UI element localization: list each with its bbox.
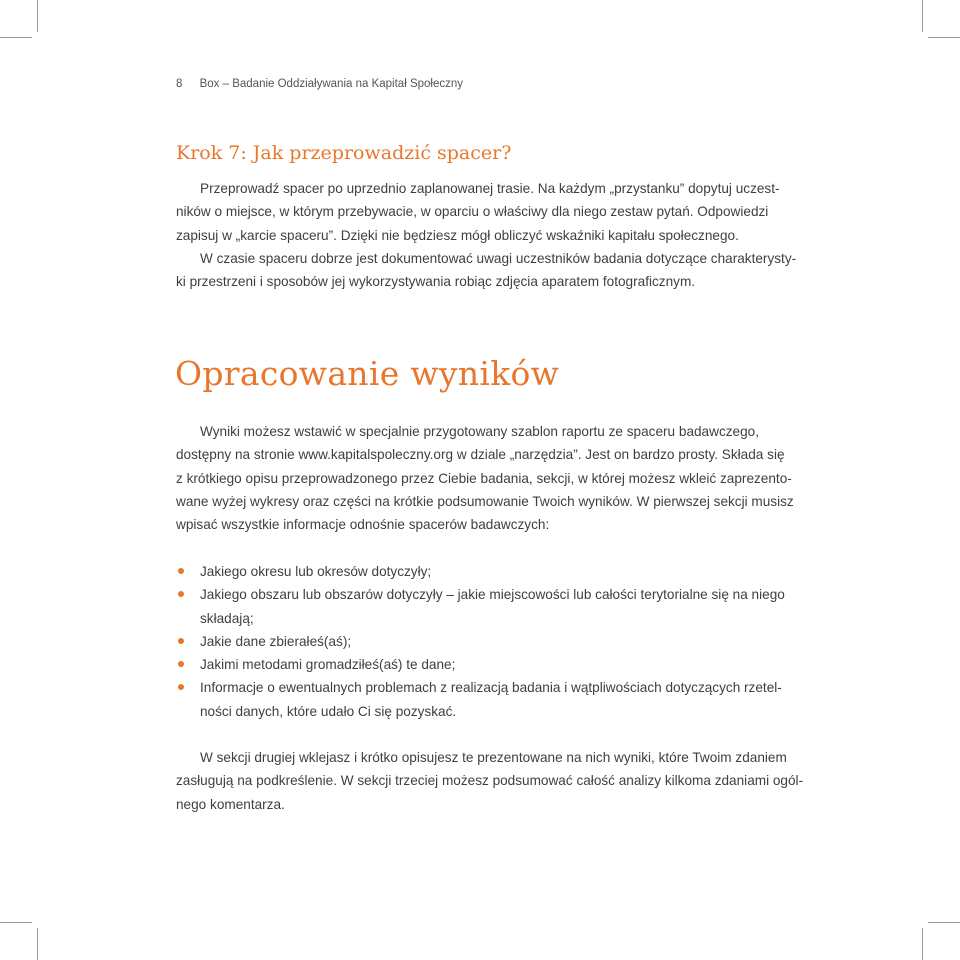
list-item xyxy=(176,560,816,583)
running-header xyxy=(176,78,463,90)
list-item-text: składają; xyxy=(200,610,254,626)
list-item xyxy=(176,676,816,723)
running-title: Box – Badanie Oddziaływania na Kapitał Społeczny xyxy=(199,78,463,90)
crop-mark-bottom-left xyxy=(37,928,38,960)
paragraph-line: ki przestrzeni i sposobów jej wykorzystywania robiąc zdjęcia aparatem fotograficznym. xyxy=(176,274,696,290)
list-item xyxy=(176,583,816,630)
list-item-text: Jakiego okresu lub okresów dotyczyły; xyxy=(200,564,432,579)
paragraph-line: Wyniki możesz wstawić w specjalnie przygotowany szablon raportu ze spaceru badawczego, xyxy=(200,424,759,439)
list-item-text: Informacje o ewentualnych problemach z realizacją badania i wątpliwościach dotyczących rzetel- xyxy=(200,680,782,696)
paragraph-text: w dziale „narzędzia”. Jest on bardzo prosty. Składa się xyxy=(453,447,785,463)
section-title-step-7: Krok 7: Jak przeprowadzić spacer? xyxy=(176,142,512,164)
list-item-text: ności danych, które udało Ci się pozyskać. xyxy=(200,703,457,719)
bullet-dot-icon xyxy=(178,661,184,667)
list-item xyxy=(176,653,816,676)
section-title-results: Opracowanie wyników xyxy=(175,354,560,393)
paragraph-line xyxy=(176,443,814,466)
paragraph-line: W sekcji drugiej wklejasz i krótko opisujesz te prezentowane na nich wyniki, które Twoim zdaniem xyxy=(200,750,787,765)
website-link[interactable]: www.kapitalspoleczny.org xyxy=(298,447,454,463)
bullet-dot-icon xyxy=(178,684,184,690)
paragraph-line: wane wyżej wykresy oraz części na krótkie podsumowanie Twoich wyników. W pierwszej sekcji musisz xyxy=(176,493,794,509)
paragraph-line: zapisuj w „karcie spaceru”. Dzięki nie będziesz mógł obliczyć wskaźniki kapitału społecznego. xyxy=(176,227,739,243)
paragraph-line: Przeprowadź spacer po uprzednio zaplanowanej trasie. Na każdym „przystanku” dopytuj uczest- xyxy=(200,181,780,196)
crop-mark-top-right xyxy=(922,0,923,32)
bullet-dot-icon xyxy=(178,638,184,644)
paragraph-line: nego komentarza. xyxy=(176,796,285,812)
paragraph-line: z krótkiego opisu przeprowadzonego przez Ciebie badania, sekcji, w której możesz wkleić zaprezento- xyxy=(176,470,792,486)
list-item xyxy=(176,630,816,653)
crop-mark-left-bottom xyxy=(0,922,32,923)
crop-mark-right-bottom xyxy=(928,922,960,923)
paragraph-text: dostępny na stronie xyxy=(176,447,299,463)
paragraph-line: zasługują na podkreślenie. W sekcji trzeciej możesz podsumować całość analizy kilkoma zdaniami ogól- xyxy=(176,773,804,789)
results-intro-paragraph xyxy=(176,420,814,536)
crop-mark-top-left xyxy=(37,0,38,32)
crop-mark-right-top xyxy=(928,37,960,38)
list-item-text: Jakie dane zbierałeś(aś); xyxy=(200,633,352,649)
bullet-dot-icon xyxy=(178,568,184,574)
list-item-text: Jakimi metodami gromadziłeś(aś) te dane; xyxy=(200,657,456,673)
closing-paragraph xyxy=(176,746,814,816)
paragraph-line: ników o miejsce, w którym przebywacie, w oparciu o właściwy dla niego zestaw pytań. Odpowiedzi xyxy=(176,204,769,220)
paragraph-line: W czasie spaceru dobrze jest dokumentować uwagi uczestników badania dotyczące charakterysty- xyxy=(200,250,797,266)
crop-mark-left-top xyxy=(0,37,32,38)
step-7-paragraph xyxy=(176,177,814,293)
list-item-text: Jakiego obszaru lub obszarów dotyczyły – jakie miejscowości lub całości terytorialne się na niego xyxy=(200,587,785,603)
page-number: 8 xyxy=(176,78,183,90)
bullet-dot-icon xyxy=(178,591,184,597)
information-bullet-list xyxy=(176,560,816,723)
paragraph-line: wpisać wszystkie informacje odnośnie spacerów badawczych: xyxy=(176,517,550,533)
crop-mark-bottom-right xyxy=(922,928,923,960)
